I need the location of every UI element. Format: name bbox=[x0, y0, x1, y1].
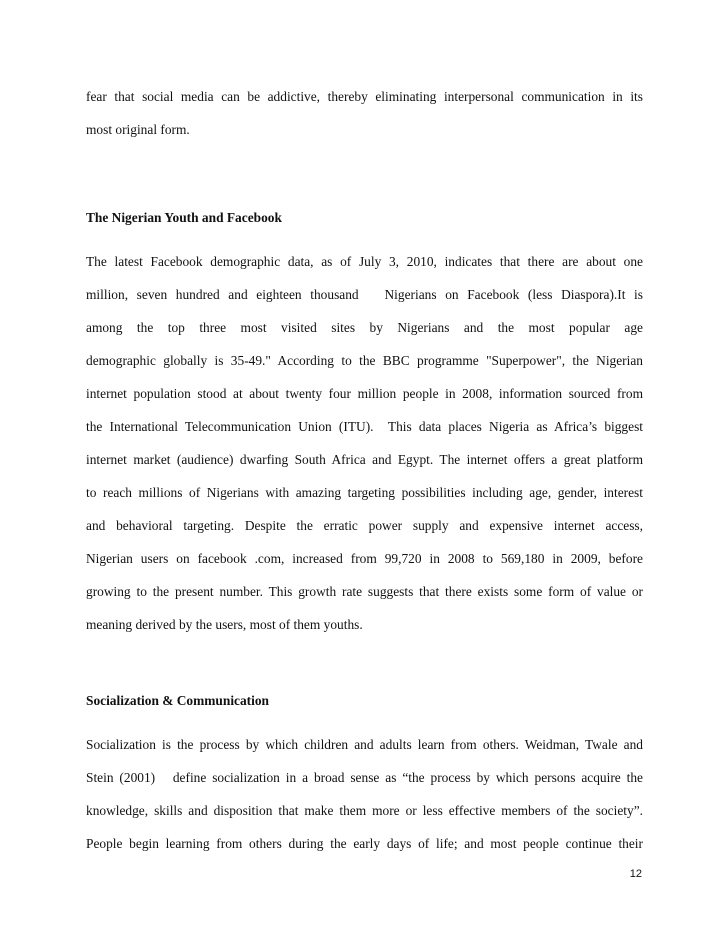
section-heading: The Nigerian Youth and Facebook bbox=[86, 210, 282, 225]
page-number: 12 bbox=[629, 868, 642, 880]
body-text-line: fear that social media can be addictive, thereby eliminating interpersonal communication in its bbox=[86, 89, 643, 104]
body-text-line: internet market (audience) dwarfing South Africa and Egypt. The internet offers a great platform bbox=[86, 452, 643, 467]
section-heading: Socialization & Communication bbox=[86, 693, 270, 708]
body-text-line: People begin learning from others during the early days of life; and most people continue their bbox=[86, 836, 643, 851]
body-text-line: meaning derived by the users, most of them youths. bbox=[86, 617, 363, 632]
body-text-line: Socialization is the process by which children and adults learn from others. Weidman, Twale and bbox=[86, 737, 643, 752]
body-text-line: Nigerian users on facebook .com, increased from 99,720 in 2008 to 569,180 in 2009, before bbox=[86, 551, 643, 566]
body-text-line: and behavioral targeting. Despite the erratic power supply and expensive internet access, bbox=[86, 518, 643, 533]
body-text-line: internet population stood at about twenty four million people in 2008, information sourced from bbox=[86, 386, 643, 401]
body-text-line: knowledge, skills and disposition that make them more or less effective members of the society”. bbox=[86, 803, 643, 818]
body-text-line: among the top three most visited sites by Nigerians and the most popular age bbox=[86, 320, 643, 335]
body-text-line: the International Telecommunication Union (ITU). This data places Nigeria as Africa’s biggest bbox=[86, 419, 643, 434]
body-text-line: demographic globally is 35-49." According to the BBC programme "Superpower", the Nigerian bbox=[86, 353, 643, 368]
body-text-line: most original form. bbox=[86, 122, 190, 137]
body-text-line: growing to the present number. This growth rate suggests that there exists some form of value or bbox=[86, 584, 643, 599]
body-text-line: Stein (2001) define socialization in a broad sense as “the process by which persons acquire the bbox=[86, 770, 643, 785]
body-text-line: The latest Facebook demographic data, as of July 3, 2010, indicates that there are about one bbox=[86, 254, 643, 269]
body-text-line: to reach millions of Nigerians with amazing targeting possibilities including age, gender, interest bbox=[86, 485, 643, 500]
body-text-line: million, seven hundred and eighteen thousand Nigerians on Facebook (less Diaspora).It is bbox=[86, 287, 643, 302]
